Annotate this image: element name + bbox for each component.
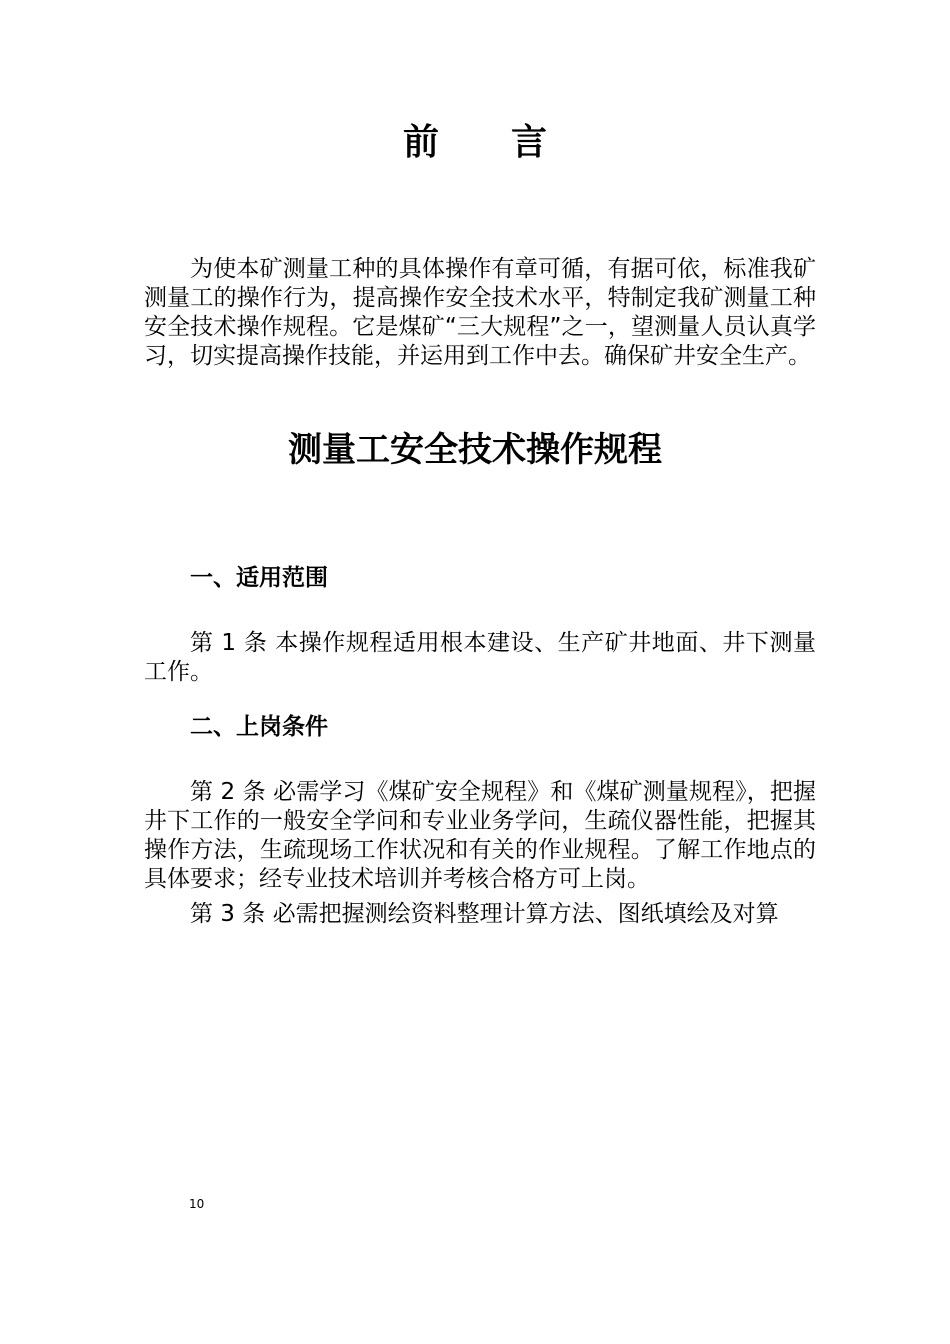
preface-title: [0, 118, 950, 168]
preface-paragraph: 为使本矿测量工种的具体操作有章可循，有据可依，标准我矿测量工的操作行为，提高操作安全技术水平，特制定我矿测量工种安全技术操作规程。它是煤矿“三大规程”之一，望测量人员认真学习，切实提高操作技能，并运用到工作中去。确保矿井安全生产。: [144, 256, 816, 369]
section-heading-scope: 一、适用范围: [190, 565, 328, 591]
page-number: 10: [189, 1197, 205, 1211]
article-2: 第 2 条 必需学习《煤矿安全规程》和《煤矿测量规程》，把握井下工作的一般安全学问和专业业务学问，生疏仪器性能，把握其操作方法，生疏现场工作状况和有关的作业规程。了解工作地点的具体要求；经专业技术培训并考核合格方可上岗。: [144, 779, 816, 892]
article-3: 第 3 条 必需把握测绘资料整理计算方法、图纸填绘及对算: [190, 901, 779, 927]
preface-title-part2: 言: [511, 122, 548, 163]
preface-title-part1: 前: [402, 122, 439, 163]
document-title: 测量工安全技术操作规程: [288, 430, 662, 470]
section-heading-qualifications: 二、上岗条件: [190, 714, 328, 740]
article-1: 第 1 条 本操作规程适用根本建设、生产矿井地面、井下测量工作。: [144, 630, 816, 685]
